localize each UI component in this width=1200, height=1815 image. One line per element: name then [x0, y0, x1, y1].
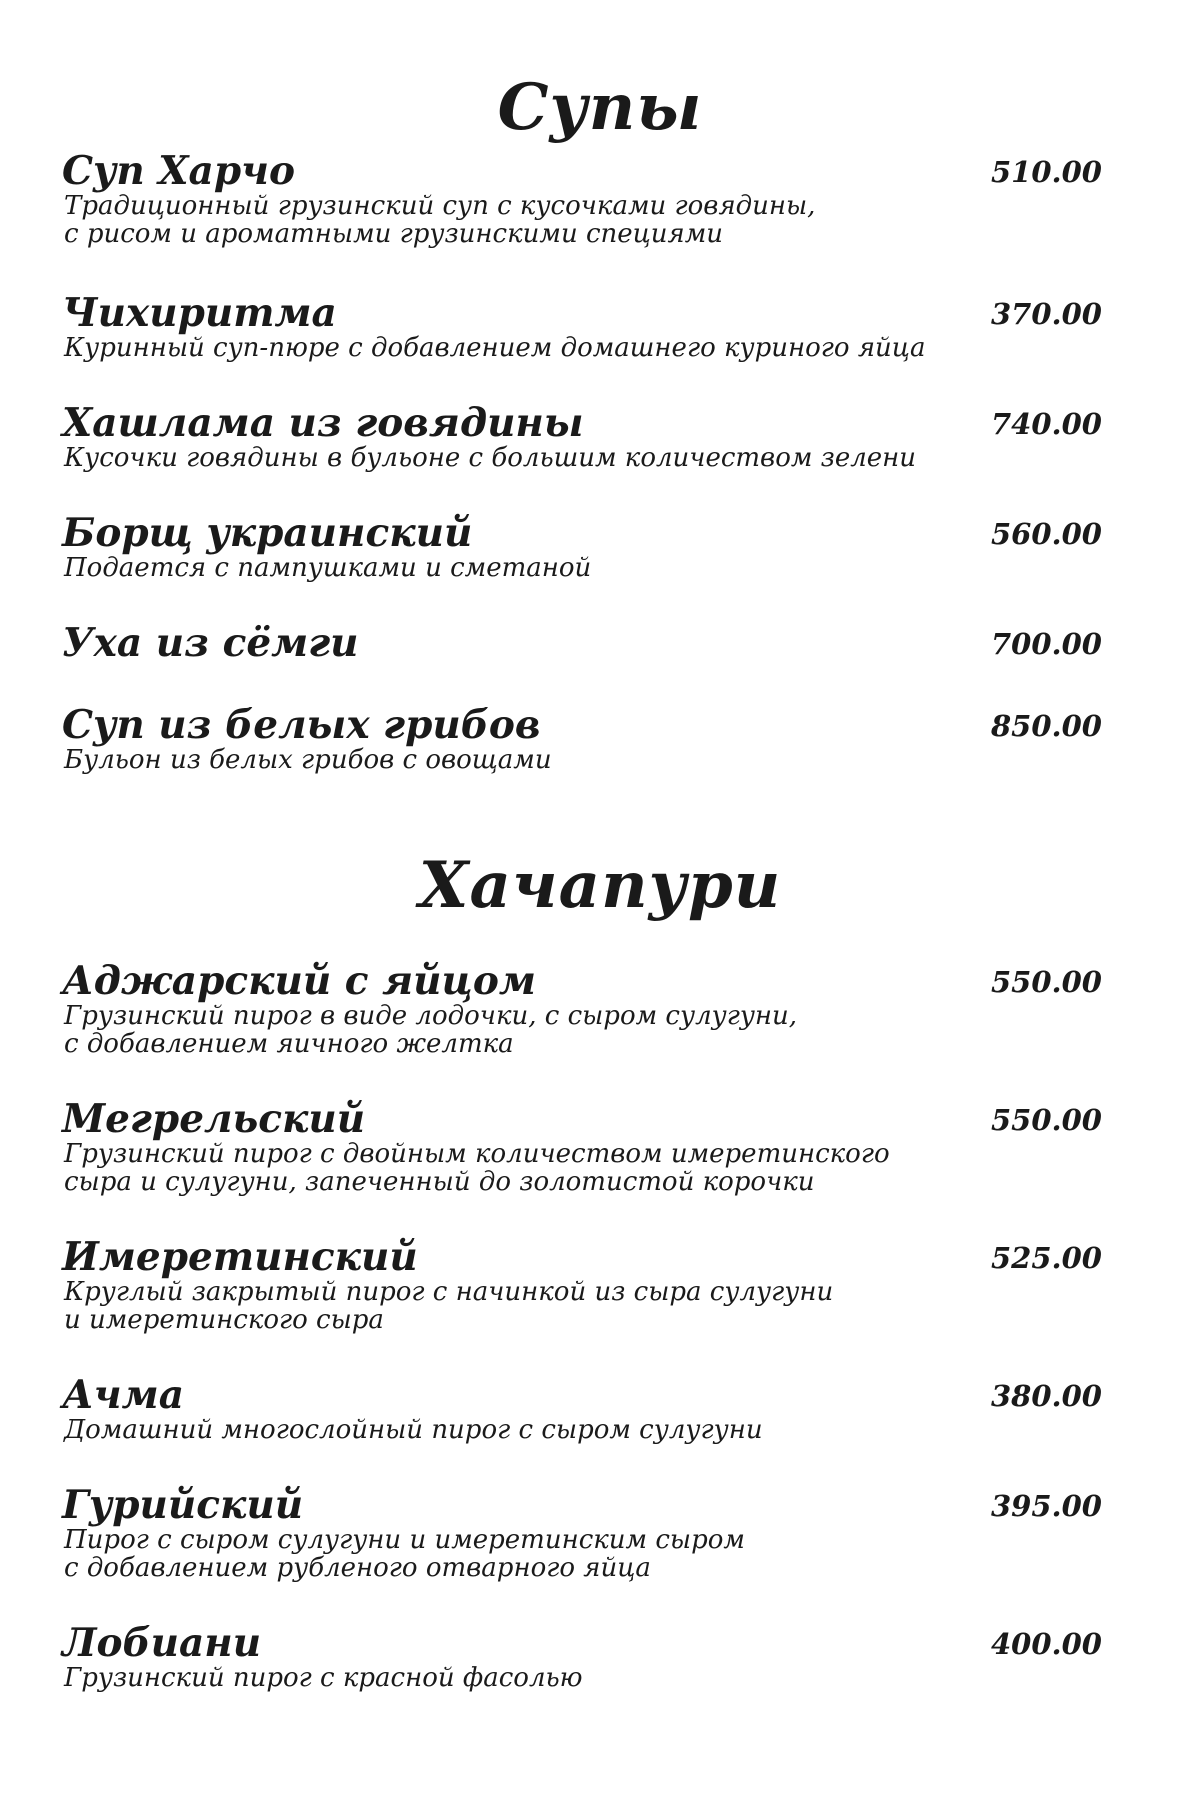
item-description-line: Бульон из белых грибов с овощами	[64, 745, 552, 775]
item-description	[64, 746, 1024, 774]
item-description-line: с добавлением рубленого отварного яйца	[64, 1553, 651, 1583]
item-price: 550.00	[991, 1103, 1102, 1137]
item-description	[64, 1416, 1024, 1444]
item-description	[64, 1664, 1024, 1692]
item-description-line: Грузинский пирог с двойным количеством имеретинского	[64, 1139, 890, 1169]
item-price: 380.00	[991, 1379, 1102, 1413]
item-name: Аджарский с яйцом	[62, 958, 536, 1004]
item-description	[64, 1002, 1024, 1058]
item-name: Чихиритма	[62, 290, 337, 336]
item-price: 740.00	[991, 407, 1102, 441]
item-price: 850.00	[991, 709, 1102, 743]
item-name: Хашлама из говядины	[62, 400, 584, 446]
item-price: 525.00	[991, 1241, 1102, 1275]
item-description-line: Домашний многослойный пирог с сыром сулугуни	[64, 1415, 763, 1445]
item-name: Гурийский	[62, 1482, 304, 1528]
item-name: Уха из сёмги	[62, 620, 359, 666]
item-price: 395.00	[991, 1489, 1102, 1523]
item-name: Суп Харчо	[62, 148, 295, 194]
item-description	[64, 334, 1024, 362]
item-price: 560.00	[991, 517, 1102, 551]
item-description	[64, 444, 1024, 472]
item-description-line: Кусочки говядины в бульоне с большим количеством зелени	[64, 443, 917, 473]
item-description-line: Подается с пампушками и сметаной	[64, 553, 592, 583]
item-name: Мегрельский	[62, 1096, 366, 1142]
item-name: Лобиани	[62, 1620, 262, 1666]
item-price: 370.00	[991, 297, 1102, 331]
item-price: 400.00	[991, 1627, 1102, 1661]
item-description-line: с добавлением яичного желтка	[64, 1029, 514, 1059]
item-description	[64, 1140, 1024, 1196]
item-description-line: Грузинский пирог в виде лодочки, с сыром сулугуни,	[64, 1001, 798, 1031]
item-price: 550.00	[991, 965, 1102, 999]
section-title: Хачапури	[418, 848, 782, 923]
item-description-line: Круглый закрытый пирог с начинкой из сыра сулугуни	[64, 1277, 834, 1307]
section-title: Супы	[497, 70, 703, 145]
item-description-line: Традиционный грузинский суп с кусочками говядины,	[64, 191, 816, 221]
item-name: Борщ украинский	[62, 510, 473, 556]
item-description-line: сыра и сулугуни, запеченный до золотистой корочки	[64, 1167, 815, 1197]
item-description	[64, 554, 1024, 582]
item-description-line: Куринный суп-пюре с добавлением домашнего куриного яйца	[64, 333, 926, 363]
item-description-line: и имеретинского сыра	[64, 1305, 384, 1335]
item-description	[64, 1278, 1024, 1334]
item-price: 700.00	[991, 627, 1102, 661]
item-description-line: Пирог с сыром сулугуни и имеретинским сыром	[64, 1525, 745, 1555]
item-price: 510.00	[991, 155, 1102, 189]
item-name: Имеретинский	[62, 1234, 418, 1280]
item-description	[64, 192, 1024, 248]
item-name: Суп из белых грибов	[62, 702, 541, 748]
item-description	[64, 1526, 1024, 1582]
item-description-line: Грузинский пирог с красной фасолью	[64, 1663, 583, 1693]
item-name: Ачма	[62, 1372, 184, 1418]
item-description-line: с рисом и ароматными грузинскими специями	[64, 219, 724, 249]
